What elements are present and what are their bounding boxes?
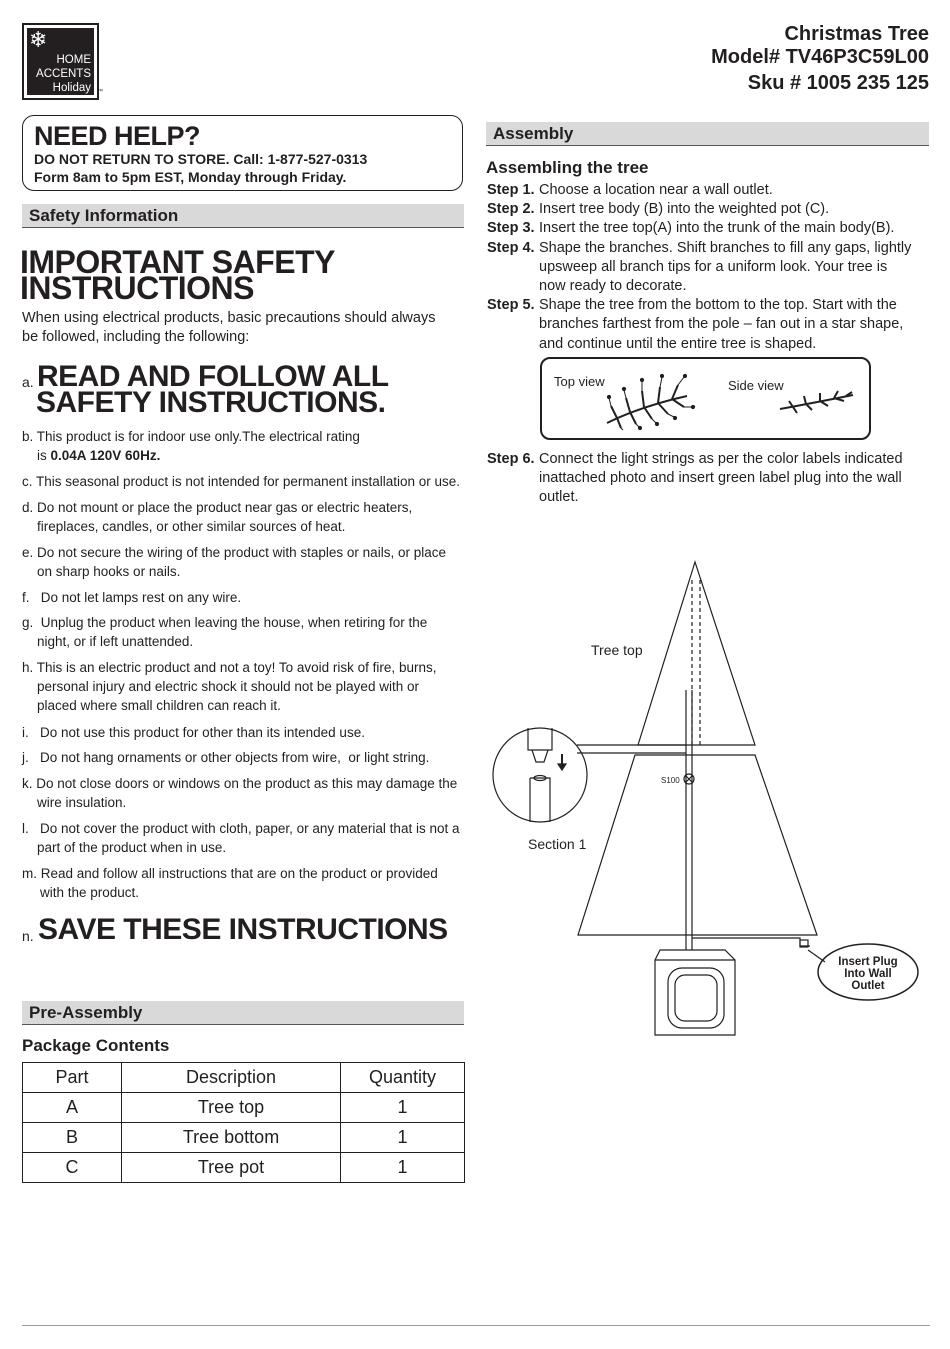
cell-description: Tree bottom [122,1123,341,1153]
help-box [22,115,463,191]
item-g-line-1: g. Unplug the product when leaving the house, when retiring for the [22,615,428,630]
item-l-line-1: l. Do not cover the product with cloth, paper, or any material that is not a [22,821,460,836]
help-title: NEED HELP? [34,121,201,151]
step-6 [487,450,937,469]
step-4 [487,239,937,258]
help-hours: Form 8am to 5pm EST, Monday through Friday. [34,169,347,185]
item-g [22,613,427,651]
item-a-label: a. [22,374,34,390]
product-title: Christmas Tree [784,23,929,45]
step-1-label: Step 1. [487,182,535,198]
tree-pot-shape [655,950,735,1035]
table-row [23,1123,465,1153]
branch-views-box [540,357,871,440]
package-contents-title: Package Contents [22,1036,170,1055]
item-e [22,543,446,581]
step-6-line-1: Connect the light strings as per the color labels indicated [539,451,903,467]
item-n-save-instructions: SAVE THESE INSTRUCTIONS [38,913,448,946]
plug-callout-line-2: Into Wall [844,968,892,980]
logo-line-1: HOME [56,54,91,66]
top-view-label: Top view [554,374,605,389]
header-part: Part [23,1063,122,1093]
step-2-text: Insert tree body (B) into the weighted pot (C). [539,201,830,218]
step-5-label: Step 5. [487,297,535,314]
item-m-line-2: with the product. [40,885,140,900]
cell-part: A [23,1093,122,1123]
tree-top-label: Tree top [591,642,643,658]
assembly-steps [487,181,937,354]
side-view-label: Side view [728,378,784,393]
item-j: j. Do not hang ornaments or other objects from wire, or light string. [22,750,430,765]
item-h-line-1: h. This is an electric product and not a toy! To avoid risk of fire, burns, [22,660,437,675]
tree-assembly-diagram [480,550,930,1050]
item-b-line-2-prefix: is [37,448,51,463]
item-m [22,864,438,902]
item-l-line-2: part of the product when in use. [37,840,227,855]
item-g-line-2: night, or if left unattended. [37,634,194,649]
trunk-pole [686,690,692,950]
brand-logo [22,23,99,100]
step-1 [487,181,937,200]
cell-part: B [23,1123,122,1153]
cell-quantity: 1 [341,1153,465,1183]
item-a-line-1: READ AND FOLLOW ALL [37,360,389,393]
help-phone: DO NOT RETURN TO STORE. Call: 1-877-527-0313 [34,151,368,167]
step-6-block [487,450,937,508]
header-description: Description [122,1063,341,1093]
item-h-line-3: placed where small children can reach it. [37,698,281,713]
item-d-line-1: d. Do not mount or place the product near gas or electric heaters, [22,500,413,515]
step-3 [487,219,937,238]
step-6-label: Step 6. [487,451,535,467]
item-d-line-2: fireplaces, candles, or other similar sources of heat. [37,519,346,534]
item-h [22,658,436,715]
electrical-rating: 0.04A 120V 60Hz. [50,448,161,463]
step-3-label: Step 3. [487,220,535,237]
model-number: Model# TV46P3C59L00 [711,46,929,68]
step-1-text: Choose a location near a wall outlet. [539,182,773,198]
tree-top-pole [692,580,700,745]
table-row [23,1093,465,1123]
logo-line-2: ACCENTS [36,68,91,80]
step-2-label: Step 2. [487,201,535,218]
snowflake-icon: ❄ [29,27,48,52]
side-view-branch-illustration [778,387,858,417]
sku-number: Sku # 1005 235 125 [747,72,929,94]
logo-line-3: Holiday [52,82,91,94]
cell-description: Tree top [122,1093,341,1123]
package-contents-table [22,1062,465,1183]
plug-callout-line-1: Insert Plug [838,956,898,968]
safety-intro-1: When using electrical products, basic precautions should always [22,310,436,326]
s100-label: S100 [661,776,680,785]
safety-heading-2: INSTRUCTIONS [20,270,254,306]
item-k-line-1: k. Do not close doors or windows on the product as this may damage the [22,776,458,791]
item-f: f. Do not let lamps rest on any wire. [22,590,242,605]
cell-description: Tree pot [122,1153,341,1183]
step-5-line-1: Shape the tree from the bottom to the top. Start with the [539,297,897,314]
cell-part: C [23,1153,122,1183]
cell-quantity: 1 [341,1093,465,1123]
tree-top-shape [638,562,755,745]
section-1-label: Section 1 [528,836,587,852]
step-4-line-1: Shape the branches. Shift branches to fill any gaps, lightly [539,239,912,256]
item-c: c. This seasonal product is not intended for permanent installation or use. [22,474,461,489]
item-e-line-2: on sharp hooks or nails. [37,564,181,579]
step-6-line-3: outlet. [539,489,579,506]
safety-intro-2: be followed, including the following: [22,329,250,345]
step-4-label: Step 4. [487,239,535,256]
pre-assembly-section-bar: Pre-Assembly [22,1001,464,1025]
step-5 [487,296,937,315]
footer-divider [22,1325,930,1326]
item-n-label: n. [22,928,34,944]
step-3-text: Insert the tree top(A) into the trunk of the main body(B). [539,220,895,237]
top-view-branch-illustration [602,371,712,431]
item-b [22,427,360,465]
detail-pointer [577,745,686,753]
table-row [23,1153,465,1183]
item-k-line-2: wire insulation. [37,795,127,810]
step-5-line-2: branches farthest from the pole – fan out in a star shape, [539,316,904,333]
item-k [22,774,457,812]
plug-callout-line-3: Outlet [851,980,885,992]
step-6-line-2: inattached photo and insert green label plug into the wall [539,470,902,487]
table-header-row [23,1063,465,1093]
item-a-line-2: SAFETY INSTRUCTIONS. [36,386,386,419]
section-1-shape [578,755,817,935]
assembling-title: Assembling the tree [486,158,649,177]
step-4-line-2: upsweep all branch tips for a uniform look. Your tree is [539,258,888,275]
safety-heading-1: IMPORTANT SAFETY [20,244,335,280]
item-d [22,498,412,536]
cell-quantity: 1 [341,1123,465,1153]
item-l [22,819,459,857]
step-2 [487,200,937,219]
item-e-line-1: e. Do not secure the wiring of the product with staples or nails, or place [22,545,446,560]
item-h-line-2: personal injury and electric shock it should not be played with or [37,679,419,694]
assembly-section-bar: Assembly [486,122,929,146]
step-4-line-3: now ready to decorate. [539,278,687,295]
step-5-line-3: and continue until the entire tree is shaped. [539,335,817,352]
item-b-line-1: b. This product is for indoor use only.The electrical rating [22,429,360,444]
item-i: i. Do not use this product for other than its intended use. [22,725,365,740]
safety-section-bar: Safety Information [22,204,464,228]
trademark-mark: ™ [97,89,103,95]
header-quantity: Quantity [341,1063,465,1093]
item-m-line-1: m. Read and follow all instructions that are on the product or provided [22,866,438,881]
